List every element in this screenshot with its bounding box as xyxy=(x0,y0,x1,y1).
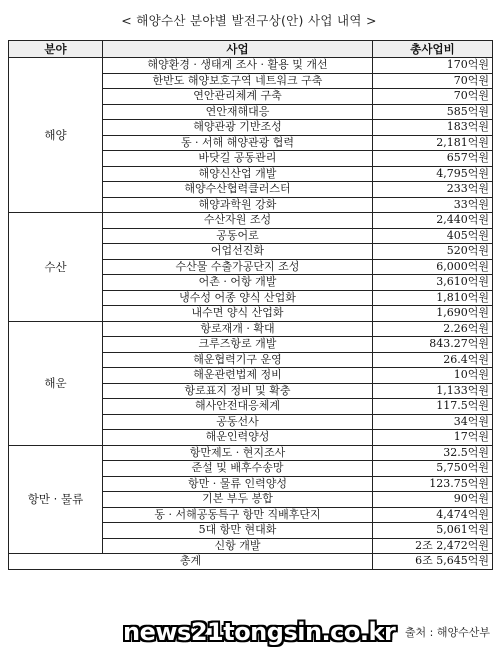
project-cell: 해양환경 · 생태계 조사 · 활용 및 개선 xyxy=(103,58,373,74)
cost-cell: 520억원 xyxy=(373,244,493,260)
cost-cell: 2.26억원 xyxy=(373,321,493,337)
cost-cell: 170억원 xyxy=(373,58,493,74)
project-cell: 항만 · 물류 인력양성 xyxy=(103,476,373,492)
table-row xyxy=(9,445,493,461)
cost-cell: 117.5억원 xyxy=(373,399,493,415)
project-cell: 냉수성 어종 양식 산업화 xyxy=(103,290,373,306)
project-cell: 연안재해대응 xyxy=(103,104,373,120)
project-cell: 동 · 서해 해양관광 협력 xyxy=(103,135,373,151)
cost-cell: 70억원 xyxy=(373,89,493,105)
cost-cell: 123.75억원 xyxy=(373,476,493,492)
project-cell: 내수면 양식 산업화 xyxy=(103,306,373,322)
project-cell: 어업선진화 xyxy=(103,244,373,260)
table-row xyxy=(9,213,493,229)
total-row xyxy=(9,554,493,570)
project-cell: 해운관련법제 정비 xyxy=(103,368,373,384)
project-cell: 동 · 서해공동특구 항만 직배후단지 xyxy=(103,507,373,523)
project-cell: 기본 부두 봉합 xyxy=(103,492,373,508)
project-cell: 해사안전대응체계 xyxy=(103,399,373,415)
header-row xyxy=(9,41,493,58)
cost-cell: 17억원 xyxy=(373,430,493,446)
cost-cell: 2,440억원 xyxy=(373,213,493,229)
project-cell: 해양신산업 개발 xyxy=(103,166,373,182)
project-cell: 바닷길 공동관리 xyxy=(103,151,373,167)
header-cost: 총사업비 xyxy=(373,41,493,58)
cost-cell: 10억원 xyxy=(373,368,493,384)
project-cell: 공동어로 xyxy=(103,228,373,244)
source-note: 출처 : 해양수산부 xyxy=(404,626,490,639)
project-table xyxy=(8,40,493,570)
project-cell: 항만제도 · 현지조사 xyxy=(103,445,373,461)
project-cell: 연안관리체계 구축 xyxy=(103,89,373,105)
project-cell: 해운인력양성 xyxy=(103,430,373,446)
cost-cell: 2조 2,472억원 xyxy=(373,538,493,554)
watermark-logo xyxy=(123,618,396,646)
cost-cell: 26.4억원 xyxy=(373,352,493,368)
cost-cell: 183억원 xyxy=(373,120,493,136)
project-cell: 준설 및 배후수송망 xyxy=(103,461,373,477)
cost-cell: 5,061억원 xyxy=(373,523,493,539)
cost-cell: 843.27억원 xyxy=(373,337,493,353)
project-cell: 해양과학원 강화 xyxy=(103,197,373,213)
cost-cell: 405억원 xyxy=(373,228,493,244)
project-cell: 해운협력기구 운영 xyxy=(103,352,373,368)
cost-cell: 90억원 xyxy=(373,492,493,508)
cost-cell: 233억원 xyxy=(373,182,493,198)
category-cell: 해운 xyxy=(9,321,103,445)
table-title: < 해양수산 분야별 발전구상(안) 사업 내역 > xyxy=(121,13,377,28)
cost-cell: 657억원 xyxy=(373,151,493,167)
cost-cell: 4,795억원 xyxy=(373,166,493,182)
table-row xyxy=(9,58,493,74)
cost-cell: 3,610억원 xyxy=(373,275,493,291)
project-cell: 크루즈항로 개발 xyxy=(103,337,373,353)
cost-cell: 1,133억원 xyxy=(373,383,493,399)
cost-cell: 34억원 xyxy=(373,414,493,430)
cost-cell: 1,810억원 xyxy=(373,290,493,306)
table-row xyxy=(9,321,493,337)
category-cell: 수산 xyxy=(9,213,103,322)
watermark-text: news21tongsin.co.kr xyxy=(123,618,396,646)
cost-cell: 70억원 xyxy=(373,73,493,89)
project-cell: 수산자원 조성 xyxy=(103,213,373,229)
cost-cell: 6,000억원 xyxy=(373,259,493,275)
total-value: 6조 5,645억원 xyxy=(373,554,493,570)
project-cell: 공동선사 xyxy=(103,414,373,430)
cost-cell: 4,474억원 xyxy=(373,507,493,523)
project-cell: 수산물 수출가공단지 조성 xyxy=(103,259,373,275)
footer xyxy=(0,618,498,646)
cost-cell: 2,181억원 xyxy=(373,135,493,151)
project-cell: 신항 개발 xyxy=(103,538,373,554)
project-cell: 해양수산협력클러스터 xyxy=(103,182,373,198)
project-cell: 항로재개 · 확대 xyxy=(103,321,373,337)
project-cell: 해양관광 기반조성 xyxy=(103,120,373,136)
project-cell: 한반도 해양보호구역 네트워크 구축 xyxy=(103,73,373,89)
total-label: 총계 xyxy=(9,554,373,570)
category-cell: 항만 · 물류 xyxy=(9,445,103,554)
table-body xyxy=(9,58,493,570)
cost-cell: 585억원 xyxy=(373,104,493,120)
cost-cell: 33억원 xyxy=(373,197,493,213)
category-cell: 해양 xyxy=(9,58,103,213)
project-cell: 어촌 · 어항 개발 xyxy=(103,275,373,291)
header-project: 사업 xyxy=(103,41,373,58)
cost-cell: 32.5억원 xyxy=(373,445,493,461)
header-category: 분야 xyxy=(9,41,103,58)
cost-cell: 1,690억원 xyxy=(373,306,493,322)
project-cell: 항로표지 정비 및 확충 xyxy=(103,383,373,399)
cost-cell: 5,750억원 xyxy=(373,461,493,477)
project-cell: 5대 항만 현대화 xyxy=(103,523,373,539)
